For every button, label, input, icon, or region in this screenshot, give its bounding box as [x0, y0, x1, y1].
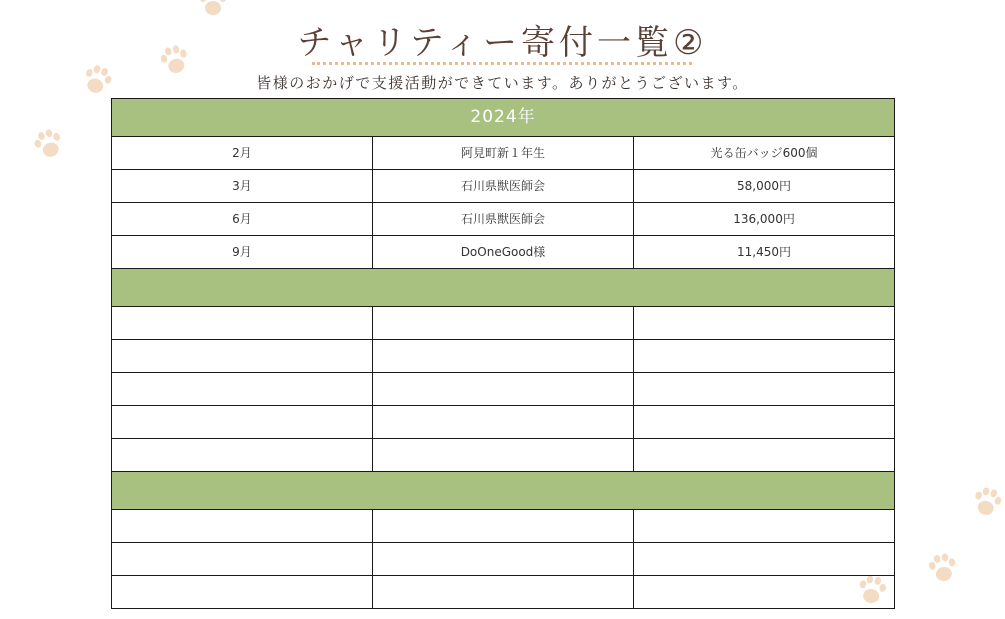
section-heading: [112, 472, 895, 510]
donor-cell: [373, 543, 634, 576]
title-underline: [312, 62, 692, 65]
donor-cell: 石川県獣医師会: [373, 170, 634, 203]
page-title: チャリティー寄付一覧②: [297, 23, 708, 63]
section-header-row: [112, 99, 895, 137]
donor-cell: [373, 307, 634, 340]
table-row: [112, 510, 895, 543]
page-subtitle: 皆様のおかげで支援活動ができています。ありがとうございます。: [256, 74, 749, 92]
amount-cell: [634, 373, 895, 406]
paw-print-icon: [966, 482, 1005, 524]
table-row: [112, 203, 895, 236]
table-row: [112, 576, 895, 609]
table-row: [112, 307, 895, 340]
donor-cell: [373, 373, 634, 406]
donor-cell: [373, 406, 634, 439]
month-cell: [112, 406, 373, 439]
table-row: [112, 137, 895, 170]
section-header-row: [112, 472, 895, 510]
amount-cell: [634, 543, 895, 576]
donor-cell: DoOneGood様: [373, 236, 634, 269]
donor-cell: [373, 340, 634, 373]
donation-table: [111, 98, 895, 609]
month-cell: 2月: [112, 137, 373, 170]
amount-cell: [634, 406, 895, 439]
amount-cell: 11,450円: [634, 236, 895, 269]
amount-cell: [634, 510, 895, 543]
table-row: [112, 373, 895, 406]
month-cell: [112, 373, 373, 406]
month-cell: [112, 543, 373, 576]
donor-cell: [373, 510, 634, 543]
donor-cell: 石川県獣医師会: [373, 203, 634, 236]
table-row: [112, 406, 895, 439]
amount-cell: 136,000円: [634, 203, 895, 236]
table-row: [112, 543, 895, 576]
month-cell: [112, 576, 373, 609]
paw-print-icon: [196, 0, 230, 20]
amount-cell: [634, 307, 895, 340]
table-row: [112, 340, 895, 373]
donor-cell: [373, 576, 634, 609]
section-header-row: [112, 269, 895, 307]
month-cell: [112, 439, 373, 472]
month-cell: 6月: [112, 203, 373, 236]
month-cell: 3月: [112, 170, 373, 203]
month-cell: 9月: [112, 236, 373, 269]
month-cell: [112, 510, 373, 543]
donor-cell: [373, 439, 634, 472]
month-cell: [112, 307, 373, 340]
table-row: [112, 236, 895, 269]
amount-cell: [634, 340, 895, 373]
paw-print-icon: [27, 123, 71, 167]
table-row: [112, 439, 895, 472]
donor-cell: 阿見町新１年生: [373, 137, 634, 170]
month-cell: [112, 340, 373, 373]
paw-print-icon: [923, 549, 962, 588]
amount-cell: 58,000円: [634, 170, 895, 203]
table-row: [112, 170, 895, 203]
amount-cell: [634, 576, 895, 609]
section-heading: [112, 269, 895, 307]
amount-cell: [634, 439, 895, 472]
section-heading: 2024年: [112, 99, 895, 137]
amount-cell: 光る缶バッジ600個: [634, 137, 895, 170]
